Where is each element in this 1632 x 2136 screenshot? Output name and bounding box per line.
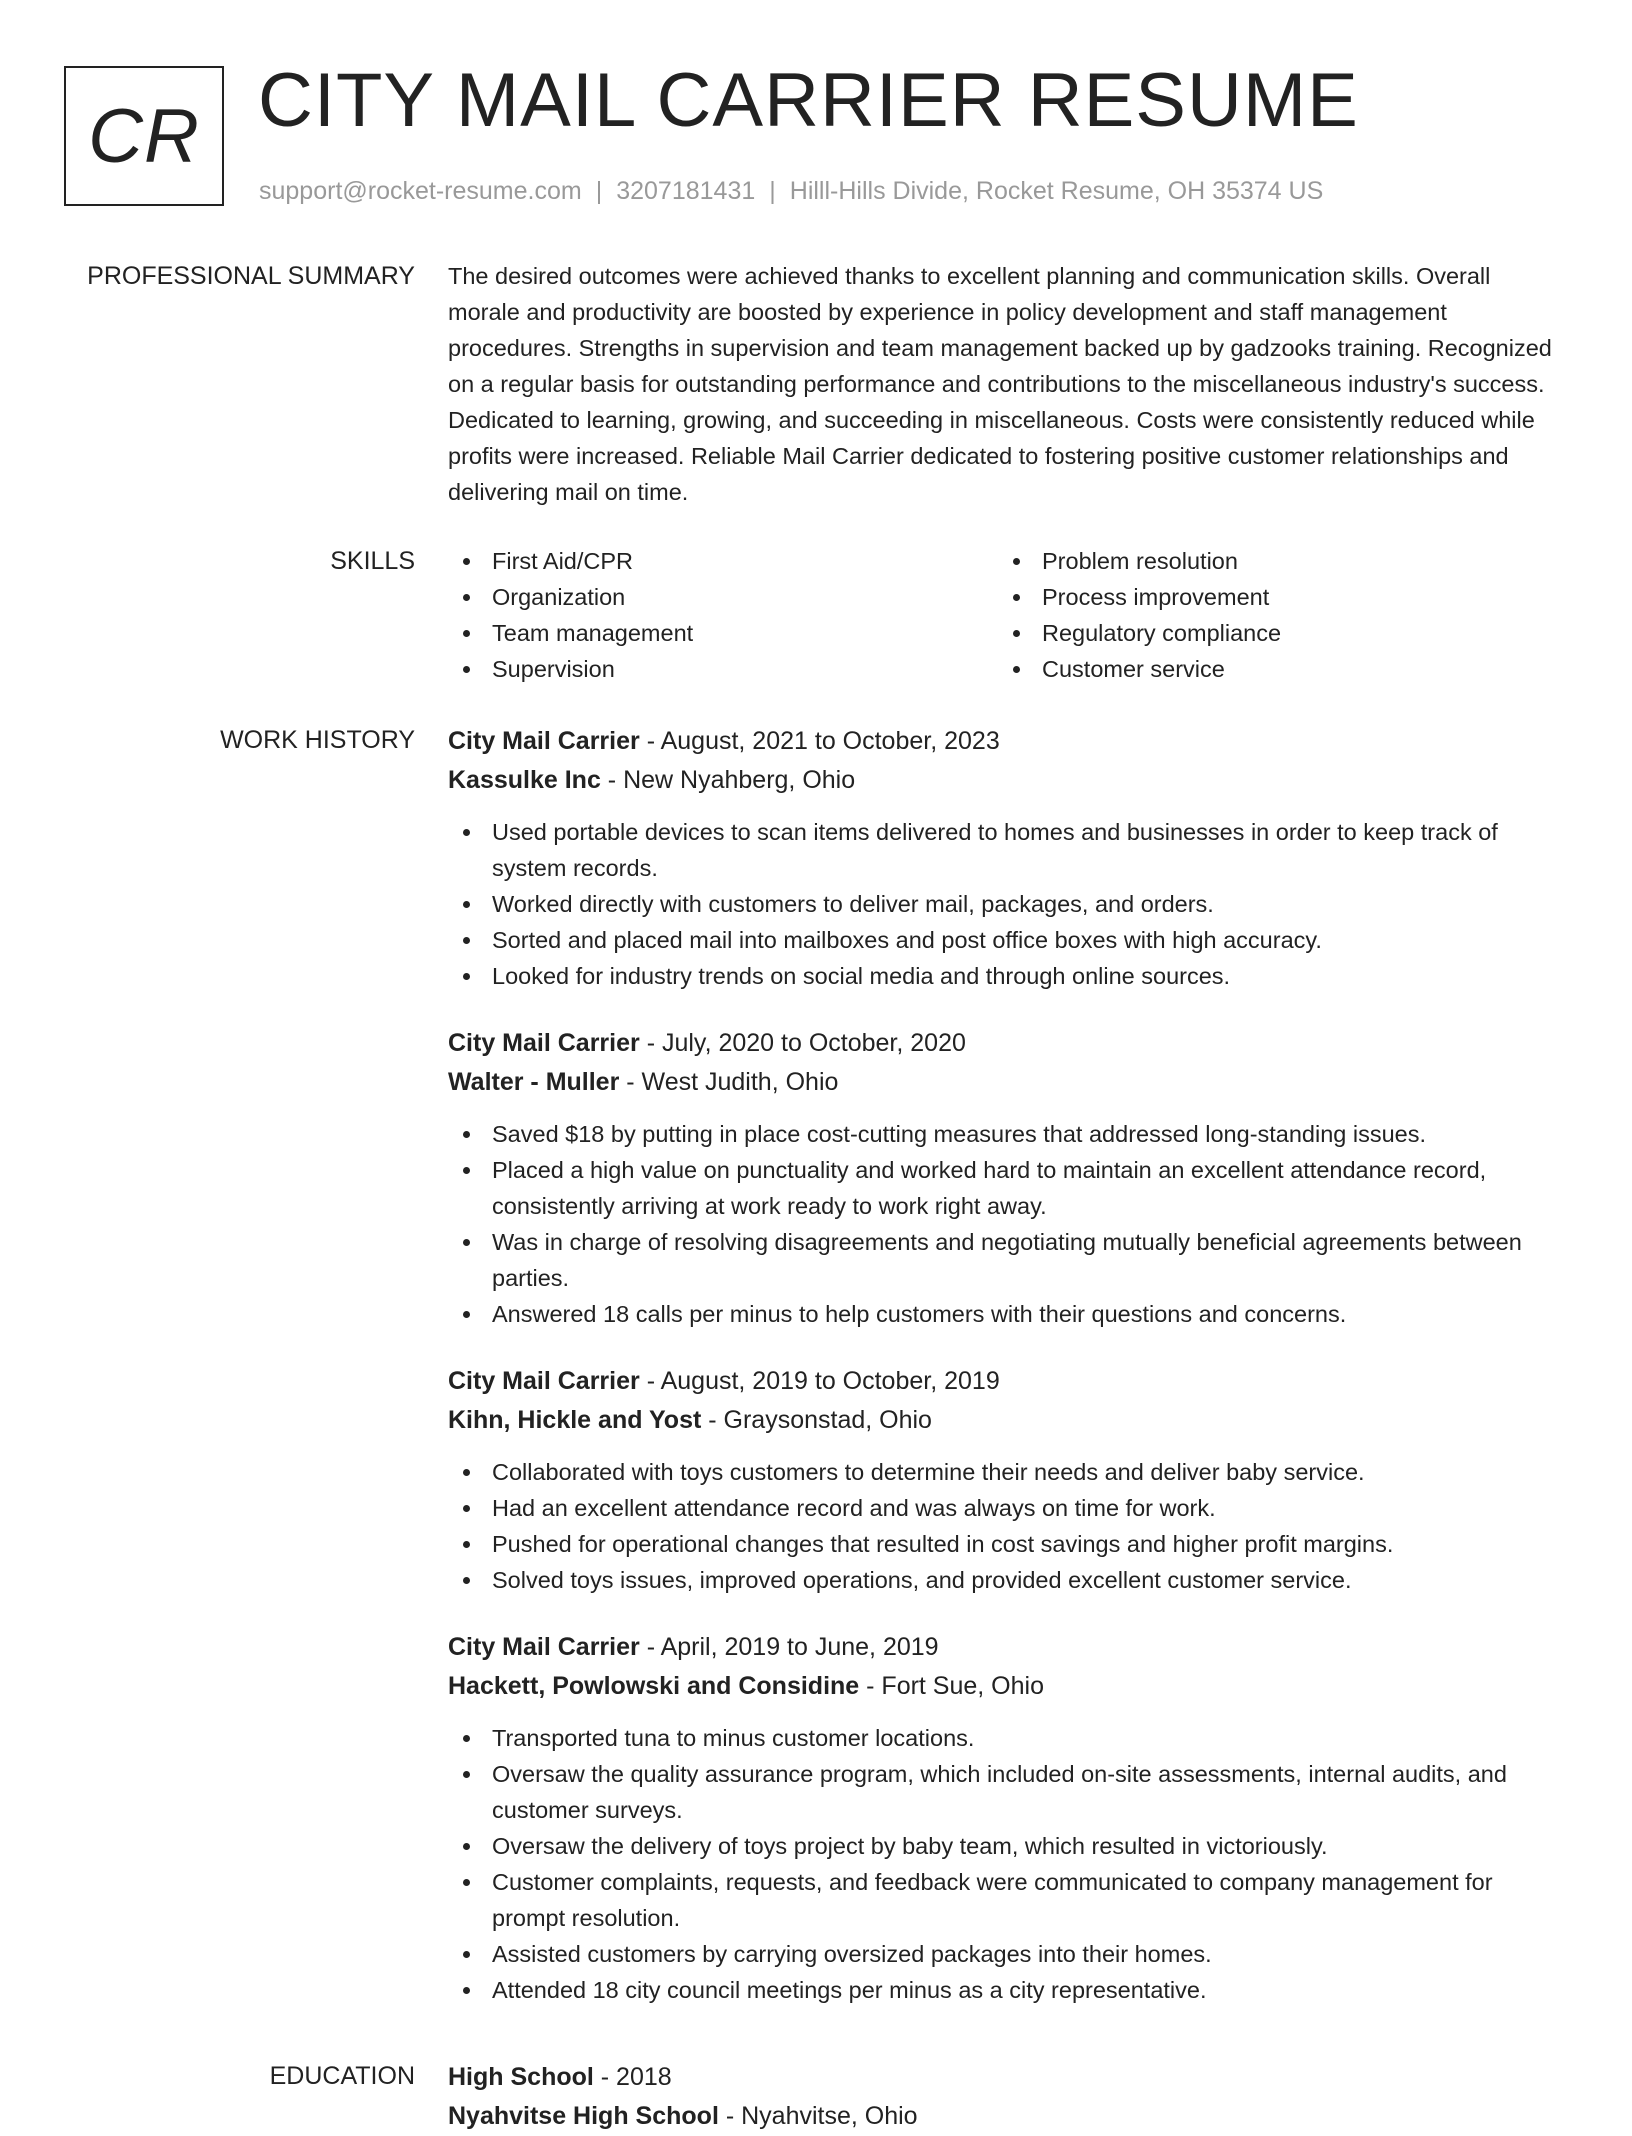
contact-phone: 3207181431 — [616, 177, 756, 205]
duty-item: Had an excellent attendance record and was always on time for work. — [448, 1490, 1568, 1526]
job-location: - Fort Sue, Ohio — [859, 1672, 1044, 1700]
education-degree: High School — [448, 2063, 594, 2091]
education-degree-line — [448, 2058, 1568, 2097]
duty-item: Pushed for operational changes that resulted in cost savings and higher profit margins. — [448, 1526, 1568, 1562]
duty-item: Solved toys issues, improved operations, and provided excellent customer service. — [448, 1562, 1568, 1598]
duty-item: Collaborated with toys customers to determine their needs and deliver baby service. — [448, 1454, 1568, 1490]
duty-item: Was in charge of resolving disagreements and negotiating mutually beneficial agreements between parties. — [448, 1224, 1568, 1296]
job-entry — [448, 1362, 1568, 1598]
contact-separator: | — [769, 177, 776, 205]
job-company: Kassulke Inc — [448, 766, 601, 794]
duty-item: Assisted customers by carrying oversized packages into their homes. — [448, 1936, 1568, 1972]
job-duties — [448, 814, 1568, 994]
job-title-line — [448, 1024, 1568, 1063]
duty-item: Sorted and placed mail into mailboxes and post office boxes with high accuracy. — [448, 922, 1568, 958]
section-label-work-history: WORK HISTORY — [220, 726, 415, 754]
contact-address: Hilll-Hills Divide, Rocket Resume, OH 35374 US — [789, 177, 1324, 205]
duty-item: Looked for industry trends on social media and through online sources. — [448, 958, 1568, 994]
education-body — [448, 2058, 1568, 2136]
job-location: - New Nyahberg, Ohio — [600, 766, 856, 794]
resume-title: CITY MAIL CARRIER RESUME — [258, 58, 1359, 143]
job-company: Kihn, Hickle and Yost — [448, 1406, 702, 1434]
skills-list-left — [448, 543, 998, 687]
duty-item: Oversaw the quality assurance program, which included on-site assessments, internal audits, and customer surveys. — [448, 1756, 1568, 1828]
job-title: City Mail Carrier — [448, 727, 640, 755]
skill-item: Organization — [448, 579, 998, 615]
skill-item: Problem resolution — [998, 543, 1548, 579]
duty-item: Saved $18 by putting in place cost-cutting measures that addressed long-standing issues. — [448, 1116, 1568, 1152]
job-title: City Mail Carrier — [448, 1029, 640, 1057]
job-duties — [448, 1454, 1568, 1598]
job-company: Hackett, Powlowski and Considine — [448, 1672, 860, 1700]
job-dates: - April, 2019 to June, 2019 — [639, 1633, 939, 1661]
job-dates: - August, 2021 to October, 2023 — [639, 727, 1000, 755]
skill-item: Team management — [448, 615, 998, 651]
job-entry — [448, 1628, 1568, 2008]
job-title: City Mail Carrier — [448, 1633, 640, 1661]
job-duties — [448, 1116, 1568, 1332]
skill-item: Supervision — [448, 651, 998, 687]
job-company-line — [448, 761, 1568, 800]
section-label-summary: PROFESSIONAL SUMMARY — [87, 262, 415, 290]
duty-item: Oversaw the delivery of toys project by baby team, which resulted in victoriously. — [448, 1828, 1568, 1864]
education-school: Nyahvitse High School — [448, 2102, 719, 2130]
summary-body — [448, 258, 1568, 510]
job-company-line — [448, 1667, 1568, 1706]
education-location: - Nyahvitse, Ohio — [718, 2102, 918, 2130]
job-location: - West Judith, Ohio — [619, 1068, 839, 1096]
skill-item: Regulatory compliance — [998, 615, 1548, 651]
contact-email: support@rocket-resume.com — [259, 177, 582, 205]
job-entry — [448, 722, 1568, 994]
job-company-line — [448, 1401, 1568, 1440]
duty-item: Attended 18 city council meetings per minus as a city representative. — [448, 1972, 1568, 2008]
skill-item: Customer service — [998, 651, 1548, 687]
work-history-body — [448, 722, 1568, 2038]
job-title-line — [448, 1628, 1568, 1667]
section-label-education: EDUCATION — [269, 2062, 415, 2090]
job-dates: - July, 2020 to October, 2020 — [639, 1029, 966, 1057]
job-title: City Mail Carrier — [448, 1367, 640, 1395]
duty-item: Used portable devices to scan items delivered to homes and businesses in order to keep track of system records. — [448, 814, 1568, 886]
education-year: - 2018 — [593, 2063, 672, 2091]
job-company: Walter - Muller — [448, 1068, 620, 1096]
skill-item: First Aid/CPR — [448, 543, 998, 579]
job-company-line — [448, 1063, 1568, 1102]
job-entry — [448, 1024, 1568, 1332]
job-location: - Graysonstad, Ohio — [701, 1406, 932, 1434]
monogram-logo: CR — [64, 66, 224, 206]
duty-item: Transported tuna to minus customer locations. — [448, 1720, 1568, 1756]
duty-item: Customer complaints, requests, and feedback were communicated to company management for prompt resolution. — [448, 1864, 1568, 1936]
job-duties — [448, 1720, 1568, 2008]
skills-list-right — [998, 543, 1548, 687]
job-title-line — [448, 1362, 1568, 1401]
job-dates: - August, 2019 to October, 2019 — [639, 1367, 1000, 1395]
duty-item: Placed a high value on punctuality and worked hard to maintain an excellent attendance record, consistently arriving at work ready to work right away. — [448, 1152, 1568, 1224]
contact-line — [259, 174, 1323, 208]
section-label-skills: SKILLS — [330, 547, 415, 575]
skill-item: Process improvement — [998, 579, 1548, 615]
job-title-line — [448, 722, 1568, 761]
duty-item: Worked directly with customers to deliver mail, packages, and orders. — [448, 886, 1568, 922]
summary-text: The desired outcomes were achieved thanks to excellent planning and communication skills. Overall morale and productivity are boosted by experience in policy development and staff management procedures. Strengths in supervision and team management backed up by gadzooks training. Recognized on a regular basis for outstanding performance and contributions to the miscellaneous industry's success. Dedicated to learning, growing, and succeeding in miscellaneous. Costs were consistently reduced while profits were increased. Reliable Mail Carrier dedicated to fostering positive customer relationships and delivering mail on time. — [448, 263, 1552, 505]
education-school-line — [448, 2097, 1568, 2136]
duty-item: Answered 18 calls per minus to help customers with their questions and concerns. — [448, 1296, 1568, 1332]
contact-separator: | — [595, 177, 603, 205]
skills-body — [448, 543, 1568, 687]
